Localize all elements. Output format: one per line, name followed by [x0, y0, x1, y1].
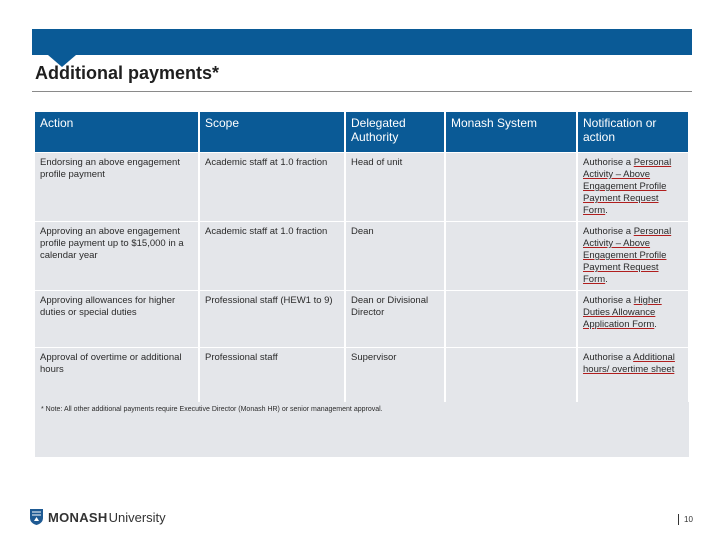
footnote-box	[35, 402, 689, 457]
cell-authority: Dean	[346, 222, 444, 290]
logo-word-monash: MONASH	[48, 509, 108, 525]
notification-suffix: .	[605, 274, 608, 285]
title-divider	[32, 91, 692, 92]
cell-scope: Academic staff at 1.0 fraction	[200, 153, 344, 221]
cell-system	[446, 348, 576, 402]
header-notification: Notification or action	[578, 112, 688, 152]
notification-suffix: .	[605, 205, 608, 216]
footnote-text: * Note: All other additional payments require Executive Director (Monash HR) or senior management approval.	[41, 406, 383, 413]
cell-authority: Dean or Divisional Director	[346, 291, 444, 347]
notification-prefix: Authorise a	[583, 226, 634, 237]
table-row	[35, 348, 688, 402]
table-row	[35, 291, 688, 347]
notification-suffix: .	[654, 319, 657, 330]
personal-activity-form-link[interactable]: Personal Activity – Above Engagement Profile Payment Request Form	[583, 226, 672, 285]
header-bar	[32, 29, 692, 55]
payments-table	[33, 111, 690, 403]
header-monash-system: Monash System	[446, 112, 576, 152]
cell-scope: Professional staff	[200, 348, 344, 402]
cell-notification	[578, 153, 688, 221]
notification-prefix: Authorise a	[583, 352, 634, 363]
cell-authority: Supervisor	[346, 348, 444, 402]
cell-action: Endorsing an above engagement profile payment	[35, 153, 198, 221]
cell-notification	[578, 348, 688, 402]
monash-logo	[30, 509, 166, 525]
cell-scope: Professional staff (HEW1 to 9)	[200, 291, 344, 347]
page-number: 10	[678, 514, 693, 525]
table-row	[35, 222, 688, 290]
page-title: Additional payments*	[35, 63, 220, 83]
cell-notification	[578, 291, 688, 347]
cell-authority: Head of unit	[346, 153, 444, 221]
cell-system	[446, 153, 576, 221]
table-header-row	[35, 112, 688, 152]
cell-notification	[578, 222, 688, 290]
personal-activity-form-link[interactable]: Personal Activity – Above Engagement Profile Payment Request Form	[583, 157, 672, 216]
cell-action: Approving an above engagement profile payment up to $15,000 in a calendar year	[35, 222, 198, 290]
cell-action: Approving allowances for higher duties or special duties	[35, 291, 198, 347]
cell-action: Approval of overtime or additional hours	[35, 348, 198, 402]
cell-system	[446, 222, 576, 290]
notification-prefix: Authorise a	[583, 295, 634, 306]
header-scope: Scope	[200, 112, 344, 152]
cell-system	[446, 291, 576, 347]
header-delegated-authority: Delegated Authority	[346, 112, 444, 152]
logo-word-university: University	[108, 509, 166, 525]
header-action: Action	[35, 112, 198, 152]
higher-duties-form-link[interactable]: Higher Duties Allowance Application Form	[583, 295, 662, 330]
overtime-sheet-link[interactable]: Additional hours/ overtime sheet	[583, 352, 675, 375]
notification-prefix: Authorise a	[583, 157, 634, 168]
cell-scope: Academic staff at 1.0 fraction	[200, 222, 344, 290]
table-row	[35, 153, 688, 221]
monash-shield-icon	[30, 509, 43, 525]
